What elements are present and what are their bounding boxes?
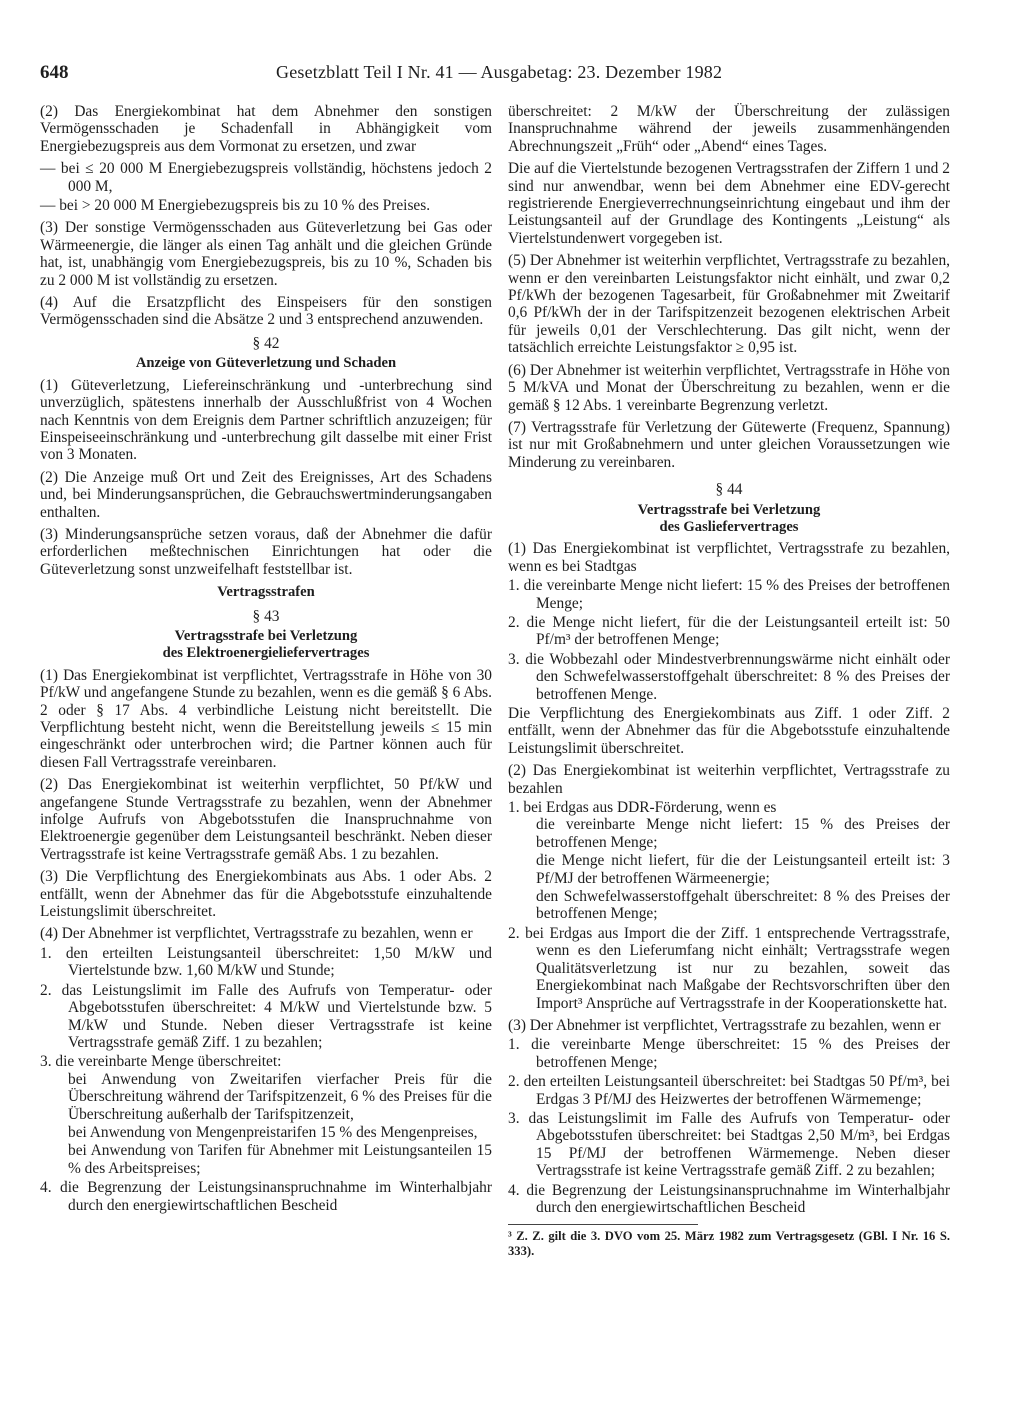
paragraph: Die auf die Viertelstunde bezogenen Vertragsstrafen der Ziffern 1 und 2 sind nur anwendbar, wenn bei dem Abnehmer eine EDV-gerecht registrierende Energieverrechnungseinrichtung eingebaut und ihm der Leistungsanteil auf der Grundlage des Kontingents „Leistung“ als Viertelstundenwert vorgegeben ist.: [508, 160, 950, 247]
paragraph: (5) Der Abnehmer ist weiterhin verpflichtet, Vertragsstrafe zu bezahlen, wenn er den vereinbarten Leistungsfaktor nicht einhält, und zwar 0,2 Pf/kWh der bezogenen Tagesarbeit, für Großabnehmer mit Zweitarif 0,6 Pf/kWh der in der Tarifspitzenzeit bezogenen elektrischen Arbeit für jeweils 0,01 der Verschlechterung. Das gilt nicht, wenn der tatsächlich erreichte Leistungsfaktor ≥ 0,95 ist.: [508, 252, 950, 357]
left-column: [40, 103, 492, 1216]
paragraph: (2) Das Energiekombinat ist weiterhin verpflichtet, 50 Pf/kW und angefangene Stunde Vertragsstrafe zu bezahlen, wenn der Abnehmer infolge Aufrufs von Abgebotsstufen die Inanspruchnahme von Elektroenergie gegenüber dem Leistungsanteil beschränkt. Neben dieser Vertragsstrafe ist keine Vertragsstrafe gemäß Abs. 1 zu bezahlen.: [40, 776, 492, 863]
paragraph: (3) Der sonstige Vermögensschaden aus Güteverletzung bei Gas oder Wärmeenergie, die länger als einen Tag anhält und die gleichen Gründe hat, ist, unabhängig vom Energiebezugspreis, bis zu 10 %, Schaden bis zu 2 000 M ist vollständig zu ersetzen.: [40, 219, 492, 289]
numbered-item: 3. die vereinbarte Menge überschreitet:: [40, 1053, 282, 1071]
running-title: Gesetzblatt Teil I Nr. 41 — Ausgabetag: 23. Dezember 1982: [276, 62, 723, 82]
sub-item: die vereinbarte Menge nicht liefert: 15 % des Preises der betroffenen Menge;: [536, 816, 950, 851]
numbered-item: 1. den erteilten Leistungsanteil überschreitet: 1,50 M/kW und Viertelstunde bzw. 1,60 M/kW und Stunde;: [40, 944, 492, 980]
page-header: [40, 62, 990, 86]
paragraph: (3) Der Abnehmer ist verpflichtet, Vertragsstrafe zu bezahlen, wenn er: [508, 1016, 941, 1034]
section-heading: des Gasliefervertrages: [659, 518, 799, 535]
numbered-item: 2. bei Erdgas aus Import die der Ziff. 1 entsprechende Vertragsstrafe, wenn es den Lieferumfang nicht einhält; Vertragsstrafe wegen Qualitätsverletzung ist nur zu bezahlen, soweit das Energiekombinat nach Maßgabe der Rechtsvorschriften über den Import³ Ansprüche auf Vertragsstrafe in der Kooperationskette hat.: [508, 924, 950, 1012]
sub-item: bei Anwendung von Zweitarifen vierfacher Preis für die Überschreitung während der Tarifspitzenzeit, 6 % des Preises für die Überschreitung außerhalb der Tarifspitzenzeit,: [68, 1070, 492, 1123]
right-column: [508, 103, 950, 1259]
numbered-item: 4. die Begrenzung der Leistungsinanspruchnahme im Winterhalbjahr durch den energiewirtschaftlichen Bescheid: [40, 1179, 492, 1214]
footnote: [508, 1224, 950, 1259]
page-number: 648: [40, 62, 69, 83]
list-item: — bei > 20 000 M Energiebezugspreis bis zu 10 % des Preises.: [40, 197, 431, 215]
paragraph: (2) Die Anzeige muß Ort und Zeit des Ereignisses, Art des Schadens und, bei Minderungsansprüchen, die Gebrauchswertminderungsangaben enthalten.: [40, 468, 492, 521]
section-number: § 44: [715, 481, 743, 499]
paragraph: (1) Das Energiekombinat ist verpflichtet, Vertragsstrafe zu bezahlen, wenn es bei Stadtgas: [508, 540, 950, 575]
numbered-item: 1. bei Erdgas aus DDR-Förderung, wenn es: [508, 799, 777, 817]
list-item: — bei ≤ 20 000 M Energiebezugspreis vollständig, höchstens jedoch 2 000 M,: [40, 160, 492, 195]
footnote-text: ³ Z. Z. gilt die 3. DVO vom 25. März 1982 zum Vertragsgesetz (GBl. I Nr. 16 S. 333).: [508, 1229, 950, 1259]
numbered-item: 4. die Begrenzung der Leistungsinanspruchnahme im Winterhalbjahr durch den energiewirtschaftlichen Bescheid: [508, 1181, 950, 1216]
numbered-item: 2. das Leistungslimit im Falle des Aufrufs von Temperatur- oder Abgebotsstufen überschreitet: 4 M/kW und Viertelstunde bzw. 5 M/kW und Stunde. Neben dieser Vertragsstrafe ist keine Vertragsstrafe gemäß Ziff. 1 zu bezahlen;: [40, 981, 492, 1051]
section-heading: Vertragsstrafe bei Verletzung: [174, 627, 358, 644]
paragraph: Die Verpflichtung des Energiekombinats aus Ziff. 1 oder Ziff. 2 entfällt, wenn der Abnehmer das für die Abgebotsstufe einzuhaltende Leistungslimit überschreitet.: [508, 705, 950, 757]
part-heading: Vertragsstrafen: [217, 584, 315, 601]
sub-item: bei Anwendung von Tarifen für Abnehmer mit Leistungsanteilen 15 % des Arbeitspreises;: [68, 1142, 492, 1177]
paragraph: (7) Vertragsstrafe für Verletzung der Gütewerte (Frequenz, Spannung) ist nur mit Großabnehmern und unter gleichen Voraussetzungen wie Minderung zu vereinbaren.: [508, 418, 950, 471]
paragraph: (6) Der Abnehmer ist weiterhin verpflichtet, Vertragsstrafe in Höhe von 5 M/kVA und Monat der Überschreitung zu bezahlen, wenn er die gemäß § 12 Abs. 1 vereinbarte Begrenzung verletzt.: [508, 361, 950, 414]
numbered-item: 2. den erteilten Leistungsanteil überschreitet: bei Stadtgas 50 Pf/m³, bei Erdgas 3 Pf/MJ des Heizwertes der betroffenen Wärmemenge;: [508, 1073, 950, 1108]
paragraph: überschreitet: 2 M/kW der Überschreitung der zulässigen Inanspruchnahme während der jeweils zusammenhängenden Abrechnungszeit „Früh“ oder „Abend“ eines Tages.: [508, 103, 950, 155]
numbered-item: 2. die Menge nicht liefert, für die der Leistungsanteil erteilt ist: 50 Pf/m³ der betroffenen Menge;: [508, 613, 950, 649]
paragraph: (4) Der Abnehmer ist verpflichtet, Vertragsstrafe zu bezahlen, wenn er: [40, 925, 473, 943]
section-number: § 42: [252, 334, 280, 352]
paragraph: (1) Das Energiekombinat ist verpflichtet, Vertragsstrafe in Höhe von 30 Pf/kW und angefangene Stunde zu bezahlen, wenn es die gemäß § 6 Abs. 2 oder § 17 Abs. 4 verbindliche Leistung nicht bereitstellt. Die Verpflichtung besteht nicht, wenn die Bereitstellung jeweils ≤ 15 min eingeschränkt oder unterbrochen wird; die Partner können auch für diesen Fall Vertragsstrafe vereinbaren.: [40, 666, 492, 771]
numbered-item: 3. die Wobbezahl oder Mindestverbrennungswärme nicht einhält oder den Schwefelwasserstoffgehalt überschreitet: 8 % des Preises der betroffenen Menge.: [508, 650, 950, 703]
sub-item: bei Anwendung von Mengenpreistarifen 15 % des Mengenpreises,: [68, 1123, 478, 1141]
paragraph: (1) Güteverletzung, Liefereinschränkung und -unterbrechung sind unverzüglich, spätestens innerhalb der Ausschlußfrist von 4 Wochen nach Kenntnis von dem Ereignis dem Partner schriftlich anzuzeigen; für Einspeiseeinschränkung und -unterbrechung gilt dasselbe mit einer Frist von 3 Monaten.: [40, 376, 492, 464]
sub-item: die Menge nicht liefert, für die der Leistungsanteil erteilt ist: 3 Pf/MJ der betroffenen Wärmeenergie;: [536, 852, 950, 887]
paragraph: (4) Auf die Ersatzpflicht des Einspeisers für den sonstigen Vermögensschaden sind die Absätze 2 und 3 entsprechend anzuwenden.: [40, 294, 492, 329]
paragraph: (3) Die Verpflichtung des Energiekombinats aus Abs. 1 oder Abs. 2 entfällt, wenn der Abnehmer das für die Abgebotsstufe einzuhaltende Leistungslimit überschreitet.: [40, 868, 492, 921]
section-heading: Anzeige von Güteverletzung und Schaden: [135, 355, 397, 372]
numbered-item: 1. die vereinbarte Menge überschreitet: 15 % des Preises der betroffenen Menge;: [508, 1036, 950, 1071]
paragraph: (3) Minderungsansprüche setzen voraus, daß der Abnehmer die dafür erforderlichen meßtechnischen Einrichtungen hat oder die Güteverletzung sonst unzweifelhaft feststellbar ist.: [40, 525, 492, 578]
numbered-item: 3. das Leistungslimit im Falle des Aufrufs von Temperatur- oder Abgebotsstufen überschreitet: bei Stadtgas 2,50 M/m³, bei Erdgas 15 Pf/MJ der betroffenen Wärmemenge. Neben dieser Vertragsstrafe ist keine Vertragsstrafe gemäß Ziff. 2 zu bezahlen;: [508, 1109, 950, 1180]
paragraph: (2) Das Energiekombinat ist weiterhin verpflichtet, Vertragsstrafe zu bezahlen: [508, 762, 950, 797]
section-number: § 43: [252, 607, 280, 625]
section-heading: Vertragsstrafe bei Verletzung: [637, 501, 821, 518]
section-heading: des Elektroenergieliefervertrages: [162, 645, 370, 662]
sub-item: den Schwefelwasserstoffgehalt überschreitet: 8 % des Preises der betroffenen Menge;: [536, 888, 950, 923]
numbered-item: 1. die vereinbarte Menge nicht liefert: 15 % des Preises der betroffenen Menge;: [508, 577, 950, 612]
paragraph: (2) Das Energiekombinat hat dem Abnehmer den sonstigen Vermögensschaden je Schadenfall in Abhängigkeit vom Energiebezugspreis aus dem Vormonat zu ersetzen, und zwar: [40, 103, 492, 155]
